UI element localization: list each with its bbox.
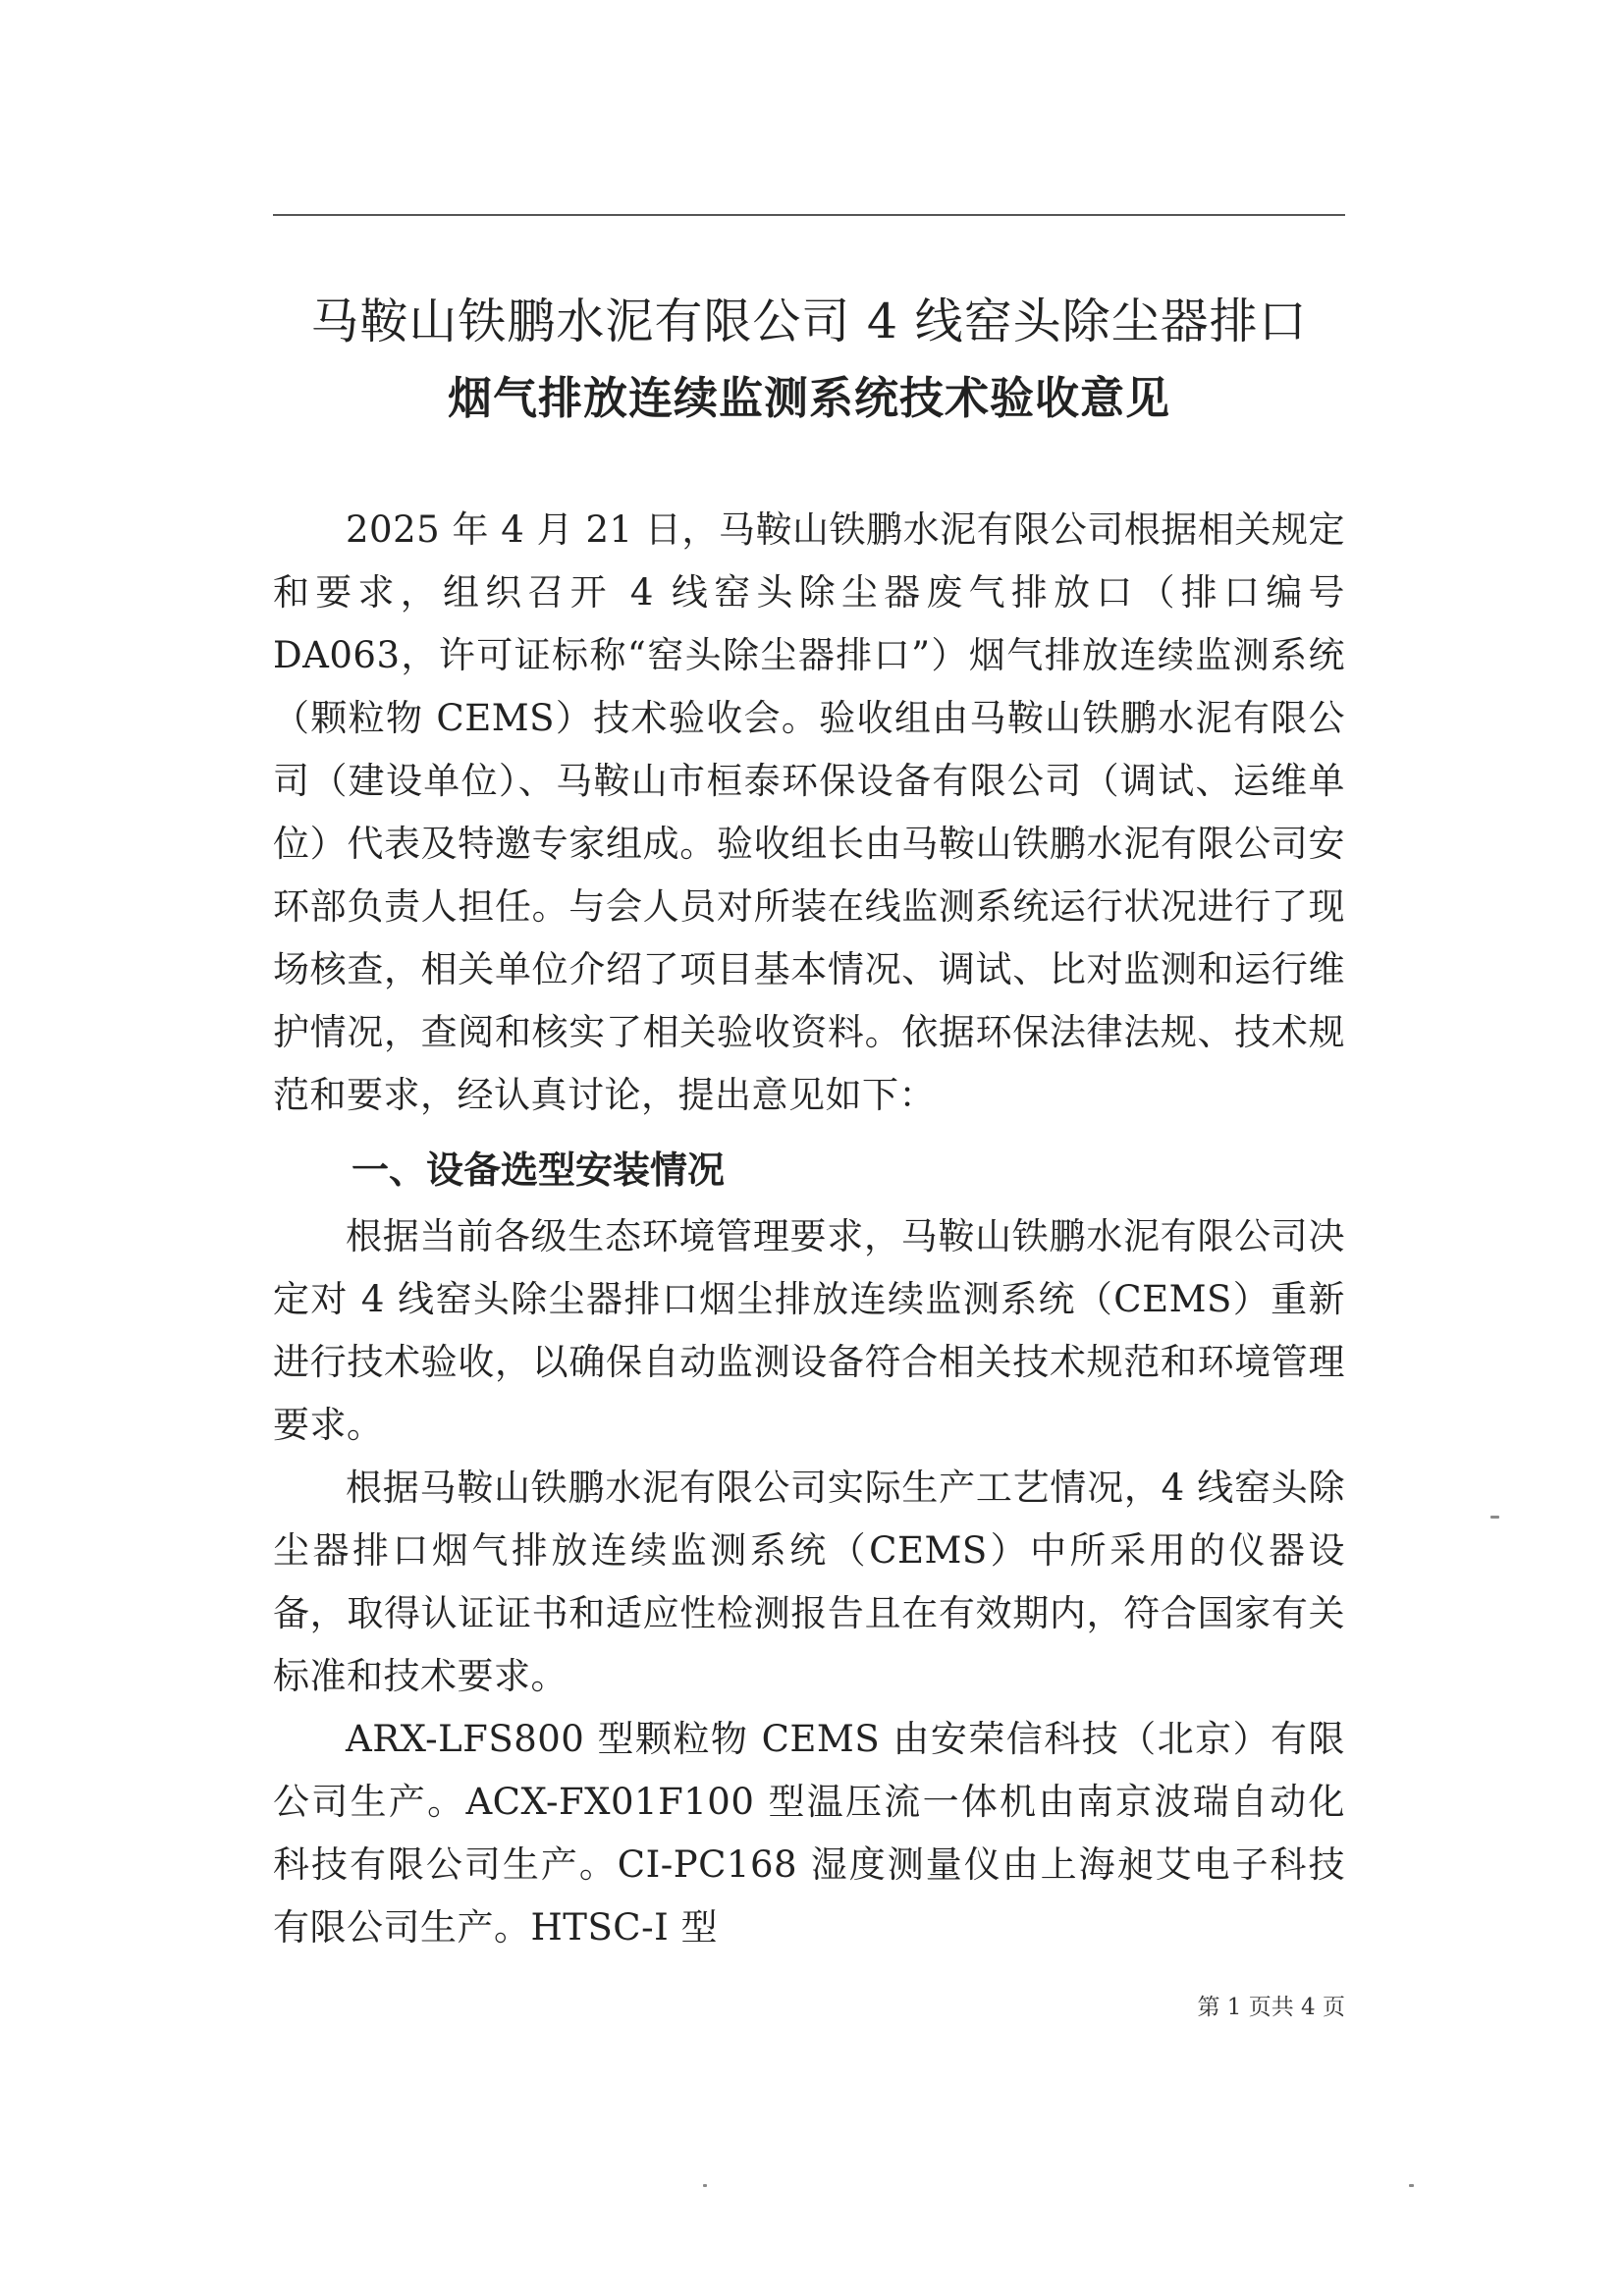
section-1-paragraph-3: ARX-LFS800 型颗粒物 CEMS 由安荣信科技（北京）有限公司生产。ACX-FX01F100 型温压流一体机由南京波瑞自动化科技有限公司生产。CI-PC168 湿度测量仪由上海昶艾电子科技有限公司生产。HTSC-I 型 — [273, 1718, 1345, 1949]
intro-paragraph: 2025 年 4 月 21 日，马鞍山铁鹏水泥有限公司根据相关规定和要求，组织召开 4 线窑头除尘器废气排放口（排口编号 DA063，许可证标称“窑头除尘器排口”）烟气排放连续监测系统（颗粒物 CEMS）技术验收会。验收组由马鞍山铁鹏水泥有限公司（建设单位）、马鞍山市桓泰环保设备有限公司（调试、运维单位）代表及特邀专家组成。验收组长由马鞍山铁鹏水泥有限公司安环部负责人担任。与会人员对所装在线监测系统运行状况进行了现场核查，相关单位介绍了项目基本情况、调试、比对监测和运行维护情况，查阅和核实了相关验收资料。依据环保法律法规、技术规范和要求，经认真讨论，提出意见如下： — [273, 508, 1345, 1116]
section-1-paragraph-2: 根据马鞍山铁鹏水泥有限公司实际生产工艺情况，4 线窑头除尘器排口烟气排放连续监测系统（CEMS）中所采用的仪器设备，取得认证证书和适应性检测报告且在有效期内，符合国家有关标准和技术要求。 — [273, 1467, 1345, 1697]
page-number: 第 1 页共 4 页 — [1197, 1995, 1345, 2020]
section-1-paragraph-1: 根据当前各级生态环境管理要求，马鞍山铁鹏水泥有限公司决定对 4 线窑头除尘器排口烟尘排放连续监测系统（CEMS）重新进行技术验收，以确保自动监测设备符合相关技术规范和环境管理要求。 — [273, 1215, 1345, 1446]
scan-speck — [1490, 1516, 1499, 1519]
scan-speck — [1409, 2184, 1414, 2187]
document-title-line-2: 烟气排放连续监测系统技术验收意见 — [447, 372, 1170, 424]
scan-speck — [703, 2184, 707, 2187]
section-1-heading: 一、设备选型安装情况 — [352, 1148, 726, 1192]
document-title-line-1: 马鞍山铁鹏水泥有限公司 4 线窑头除尘器排口 — [310, 294, 1308, 349]
header-rule — [273, 214, 1345, 216]
document-body — [273, 499, 1345, 1959]
